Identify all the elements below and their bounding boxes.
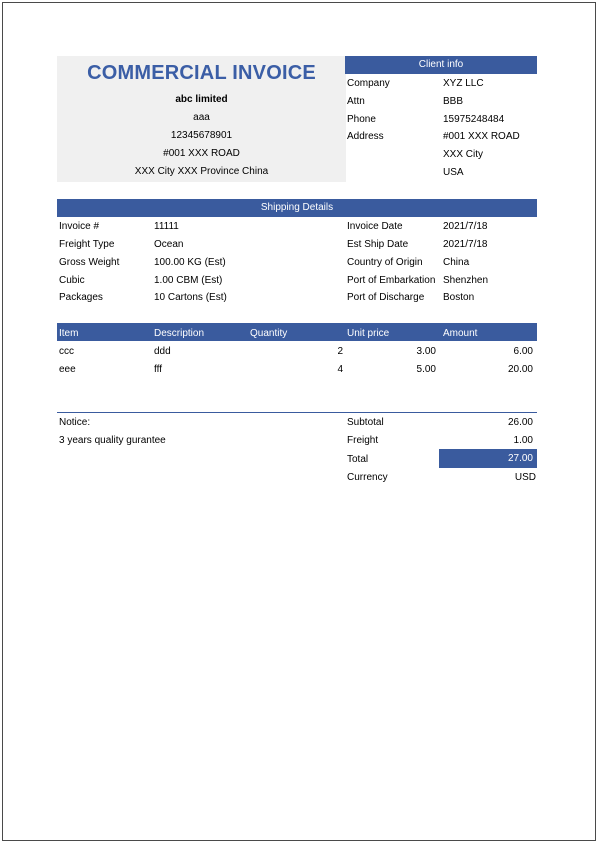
client-attn-value: BBB — [443, 96, 464, 107]
client-phone-label: Phone — [347, 114, 376, 125]
client-address-value3: USA — [443, 167, 464, 178]
est-ship-date-label: Est Ship Date — [347, 239, 409, 250]
row2-quantity: 4 — [337, 364, 343, 375]
company-name: abc limited — [175, 94, 228, 105]
subtotal-value: 26.00 — [507, 417, 533, 428]
gross-weight-value: 100.00 KG (Est) — [154, 257, 226, 268]
client-address-value2: XXX City — [443, 149, 484, 160]
shipping-details-heading: Shipping Details — [57, 199, 537, 217]
gross-weight-label: Gross Weight — [59, 257, 120, 268]
freight-type-value: Ocean — [154, 239, 184, 250]
company-line2: aaa — [193, 112, 210, 123]
packages-value: 10 Cartons (Est) — [154, 292, 227, 303]
freight-value: 1.00 — [513, 435, 533, 446]
freight-type-label: Freight Type — [59, 239, 115, 250]
row1-unit-price: 3.00 — [416, 346, 436, 357]
invoice-number-value: 11111 — [154, 221, 179, 232]
client-attn-label: Attn — [347, 96, 365, 107]
row1-amount: 6.00 — [513, 346, 533, 357]
country-of-origin-value: China — [443, 257, 470, 268]
client-company-value: XYZ LLC — [443, 78, 484, 89]
totals-divider — [57, 412, 537, 413]
invoice-date-value: 2021/7/18 — [443, 221, 488, 232]
port-of-embarkation-value: Shenzhen — [443, 275, 489, 286]
col-header-quantity: Quantity — [250, 328, 288, 339]
freight-label: Freight — [347, 435, 379, 446]
col-header-item: Item — [59, 328, 79, 339]
client-address-value1: #001 XXX ROAD — [443, 131, 520, 142]
port-of-discharge-value: Boston — [443, 292, 475, 303]
subtotal-label: Subtotal — [347, 417, 384, 428]
client-info-heading: Client info — [345, 56, 537, 74]
country-of-origin-label: Country of Origin — [347, 257, 423, 268]
company-address2: XXX City XXX Province China — [134, 166, 269, 177]
notice-label: Notice: — [59, 417, 91, 428]
invoice-title: COMMERCIAL INVOICE — [87, 62, 316, 84]
cubic-value: 1.00 CBM (Est) — [154, 275, 223, 286]
client-address-label: Address — [347, 131, 384, 142]
currency-label: Currency — [347, 472, 388, 483]
row2-description: fff — [154, 364, 162, 375]
packages-label: Packages — [59, 292, 103, 303]
row2-item: eee — [59, 364, 76, 375]
port-of-discharge-label: Port of Discharge — [347, 292, 425, 303]
row1-description: ddd — [154, 346, 171, 357]
col-header-description: Description — [154, 328, 205, 339]
invoice-date-label: Invoice Date — [347, 221, 403, 232]
client-company-label: Company — [347, 78, 390, 89]
invoice-number-label: Invoice # — [59, 221, 100, 232]
notice-text: 3 years quality gurantee — [59, 435, 166, 446]
row1-quantity: 2 — [337, 346, 343, 357]
est-ship-date-value: 2021/7/18 — [443, 239, 488, 250]
currency-value: USD — [514, 472, 536, 483]
row2-amount: 20.00 — [507, 364, 533, 375]
row2-unit-price: 5.00 — [416, 364, 436, 375]
cubic-label: Cubic — [59, 275, 85, 286]
company-phone: 12345678901 — [170, 130, 233, 141]
col-header-amount: Amount — [443, 328, 478, 339]
client-phone-value: 15975248484 — [443, 114, 505, 125]
row1-item: ccc — [59, 346, 74, 357]
company-address1: #001 XXX ROAD — [163, 148, 240, 159]
col-header-unit-price: Unit price — [347, 328, 390, 339]
total-value: 27.00 — [507, 453, 533, 464]
total-label: Total — [347, 454, 369, 465]
port-of-embarkation-label: Port of Embarkation — [347, 275, 436, 286]
